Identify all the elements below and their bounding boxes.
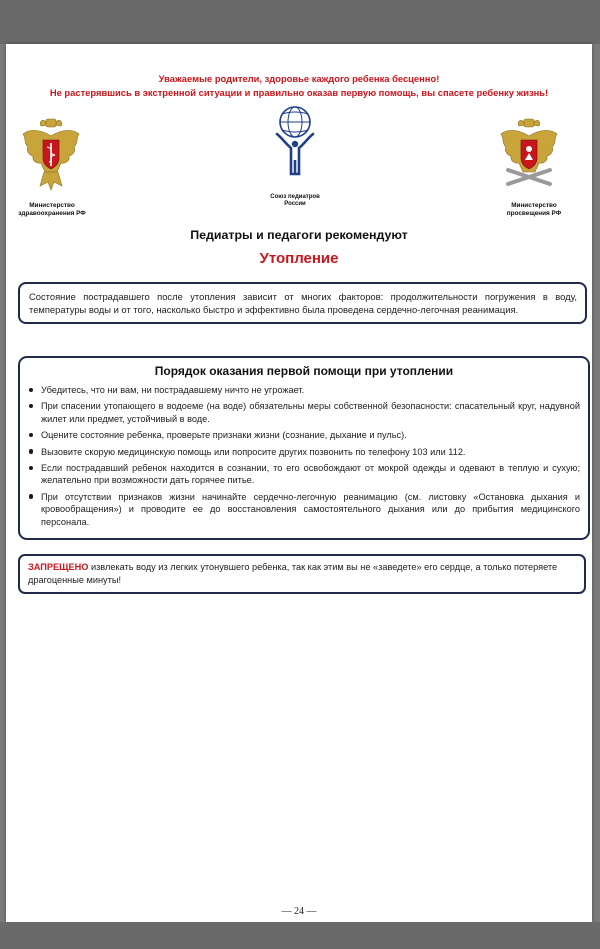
ministry-health-label: Министерство здравоохранения РФ bbox=[18, 202, 86, 217]
bullet-icon bbox=[29, 494, 33, 498]
bullet-icon bbox=[29, 388, 33, 392]
first-aid-title: Порядок оказания первой помощи при утоплении bbox=[154, 364, 454, 378]
list-item bbox=[28, 429, 580, 441]
list-item-text: Убедитесь, что ни вам, ни пострадавшему ничто не угрожает. bbox=[41, 385, 305, 395]
viewer-top-bar bbox=[0, 0, 600, 44]
first-aid-box bbox=[18, 356, 590, 540]
list-item bbox=[28, 462, 580, 487]
document-page bbox=[6, 44, 592, 922]
page-title: Утопление bbox=[259, 250, 339, 267]
intro-line-1: Уважаемые родители, здоровье каждого ребенка бесценно! bbox=[158, 73, 440, 84]
intro-box: Состояние пострадавшего после утопления зависит от многих факторов: продолжительности погружения в воду, температуры воды и от того, насколько быстро и эффективно была проведена сердечно-легочная реанимация. bbox=[18, 282, 587, 324]
recommend-heading: Педиатры и педагоги рекомендуют bbox=[190, 228, 408, 242]
bullet-icon bbox=[29, 466, 33, 470]
list-item-text: Оцените состояние ребенка, проверьте признаки жизни (сознание, дыхание и пульс). bbox=[41, 430, 407, 441]
bullet-icon bbox=[29, 433, 33, 437]
bullet-icon bbox=[29, 404, 33, 408]
warning-box bbox=[18, 554, 586, 594]
pediatricians-union-logo-icon bbox=[274, 104, 316, 190]
intro-text bbox=[6, 72, 592, 100]
ministry-education-label: Министерство просвещения РФ bbox=[506, 202, 562, 217]
ministry-health-emblem-icon bbox=[20, 116, 82, 194]
list-item-text: При спасении утопающего в водоеме (на воде) обязательны меры собственной безопасности: спасательный круг, надувной жилет или предмет, устойчивый в воде. bbox=[41, 401, 580, 424]
list-item bbox=[28, 400, 580, 425]
list-item-text: Если пострадавший ребенок находится в сознании, то его освобождают от мокрой одежды и одевают в теплую и сухую; желательно при возможности дать горячее питье. bbox=[41, 463, 580, 486]
viewer-bottom-bar bbox=[0, 922, 600, 949]
page-number: — 24 — bbox=[281, 906, 317, 917]
warning-text: извлекать воду из легких утонувшего ребенка, так как этим вы не «заведете» его сердце, а только потеряете драгоценные минуты! bbox=[28, 562, 558, 585]
list-item bbox=[28, 446, 580, 458]
bullet-icon bbox=[29, 449, 33, 453]
list-item-text: При отсутствии признаков жизни начинайте сердечно-легочную реанимацию (см. листовку «Остановка дыхания и кровообращения») и проводите ее до восстановления самостоятельного дыхания или до прибытия медицинского персонала. bbox=[41, 491, 580, 527]
pediatricians-union-label: Союз педиатров России bbox=[270, 194, 320, 207]
ministry-education-emblem-icon bbox=[498, 116, 560, 194]
intro-line-2: Не растерявшись в экстренной ситуации и правильно оказав первую помощь, вы спасете ребенку жизнь! bbox=[49, 87, 549, 98]
list-item-text: Вызовите скорую медицинскую помощь или попросите других позвонить по телефону 103 или 112. bbox=[41, 446, 466, 457]
list-item bbox=[28, 384, 580, 396]
warning-label: ЗАПРЕЩЕНО bbox=[28, 562, 89, 572]
list-item bbox=[28, 491, 580, 528]
first-aid-list bbox=[28, 384, 580, 528]
